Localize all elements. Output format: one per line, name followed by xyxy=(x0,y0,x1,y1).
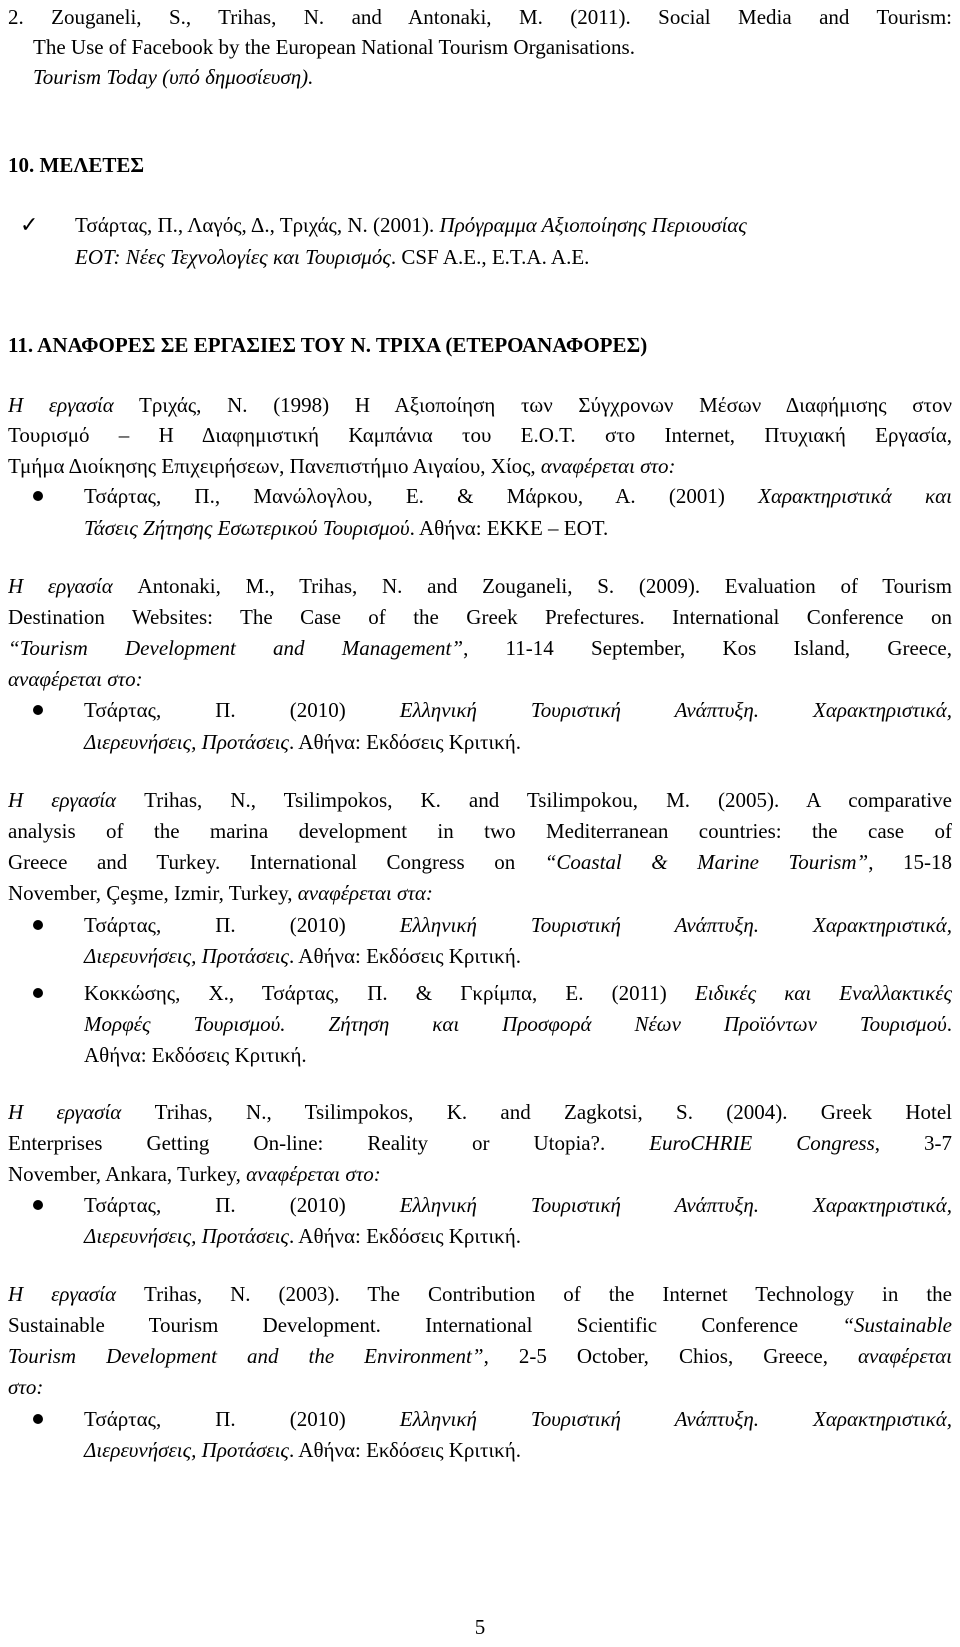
text: Τσάρτας, Π. (2010) xyxy=(84,698,400,722)
tsartas-line1 xyxy=(84,695,952,725)
text: Η εργασία xyxy=(8,1100,122,1124)
text: . xyxy=(946,1012,952,1036)
bullet-icon xyxy=(33,920,43,930)
text: Tourism Today (υπό δημοσίευση). xyxy=(33,65,314,89)
section10-line1 xyxy=(75,210,952,241)
check-icon: ✓ xyxy=(20,213,39,238)
text: , 11-14 September, Kos Island, Greece, xyxy=(463,636,952,660)
text: Διερευνήσεις, Προτάσεις xyxy=(84,944,289,968)
text: . Αθήνα: Εκδόσεις Κριτική. xyxy=(288,944,521,968)
bullet-icon xyxy=(33,1200,43,1210)
e1-bullet-line1 xyxy=(84,481,952,511)
e4-line2 xyxy=(8,1128,952,1158)
text: Διερευνήσεις, Προτάσεις xyxy=(84,1224,289,1248)
e2-line1 xyxy=(8,571,952,601)
text: Ελληνική Τουριστική Ανάπτυξη. Χαρακτηριστικά, xyxy=(399,913,952,937)
e1-bullet-line2 xyxy=(84,513,952,544)
e5-line3 xyxy=(8,1341,952,1371)
text: Τσάρτας, Π. (2010) xyxy=(84,913,400,937)
tsartas-line2 xyxy=(84,1435,952,1466)
text: The Use of Facebook by the European National Tourism Organisations. xyxy=(33,35,635,59)
e4-line3 xyxy=(8,1159,952,1190)
e5-line1 xyxy=(8,1279,952,1309)
e5-line4: στο: xyxy=(8,1375,44,1399)
text: analysis of the marina development in two Mediterranean countries: the case of xyxy=(8,819,952,843)
item2-line2 xyxy=(33,32,952,63)
text: Ελληνική Τουριστική Ανάπτυξη. Χαρακτηριστικά, xyxy=(399,1407,952,1431)
bullet-icon xyxy=(33,1414,43,1424)
text: , 15-18 xyxy=(868,850,952,874)
text: , 3-7 xyxy=(874,1131,952,1155)
text: “Tourism Development and Management” xyxy=(8,636,464,660)
text: Χαρακτηριστικά και xyxy=(758,484,952,508)
text: . Αθήνα: ΕΚΚΕ – ΕΟΤ. xyxy=(409,516,609,540)
text: Τσάρτας, Π., Μανώλογλου, Ε. & Μάρκου, Α. (2001) xyxy=(84,484,759,508)
e3-line1 xyxy=(8,785,952,815)
text: Η εργασία xyxy=(8,1282,117,1306)
kokkosis-line1 xyxy=(84,978,952,1008)
text: 2. Zouganeli, S., Trihas, N. and Antonaki, M. (2011). Social Media and Tourism: xyxy=(8,5,952,29)
text: Trihas, N. (2003). The Contribution of the Internet Technology in the xyxy=(116,1282,952,1306)
text: . Αθήνα: Εκδόσεις Κριτική. xyxy=(288,730,521,754)
e1-line3 xyxy=(8,451,952,482)
e3-line3 xyxy=(8,847,952,877)
e2-line4: αναφέρεται στο: xyxy=(8,667,143,691)
text: Destination Websites: The Case of the Greek Prefectures. International Conference on xyxy=(8,605,952,629)
text: Ειδικές και Εναλλακτικές xyxy=(694,981,952,1005)
text: . Αθήνα: Εκδόσεις Κριτική. xyxy=(288,1224,521,1248)
text: Τσάρτας, Π. (2010) xyxy=(84,1193,400,1217)
text: Τουρισμό – Η Διαφημιστική Καμπάνια του Ε.Ο.Τ. στο Internet, Πτυχιακή Εργασία, xyxy=(8,423,952,447)
text: “Coastal & Marine Tourism” xyxy=(544,850,869,874)
text: Tourism Development and the Environment” xyxy=(8,1344,484,1368)
section11-heading: 11. ΑΝΑΦΟΡΕΣ ΣΕ ΕΡΓΑΣΙΕΣ ΤΟΥ Ν. ΤΡΙΧΑ (ΕΤΕΡΟΑΝΑΦΟΡΕΣ) xyxy=(8,333,648,357)
text: Τάσεις Ζήτησης Εσωτερικού Τουρισμού xyxy=(84,516,410,540)
text: Διερευνήσεις, Προτάσεις xyxy=(84,1438,289,1462)
text: EuroCHRIE Congress xyxy=(649,1131,875,1155)
bullet-icon xyxy=(33,988,43,998)
page-number: 5 xyxy=(474,1615,486,1639)
tsartas-line2 xyxy=(84,1221,952,1252)
text: Τσάρτας, Π., Λαγός, Δ., Τριχάς, Ν. (2001). xyxy=(75,213,440,237)
e5-line2 xyxy=(8,1310,952,1340)
text: αναφέρεται στο: xyxy=(246,1162,381,1186)
tsartas-line2 xyxy=(84,941,952,972)
text: Διερευνήσεις, Προτάσεις xyxy=(84,730,289,754)
e2-line3 xyxy=(8,633,952,663)
text: Η εργασία xyxy=(8,788,117,812)
e1-line1 xyxy=(8,390,952,420)
tsartas-line2 xyxy=(84,727,952,758)
text: Ελληνική Τουριστική Ανάπτυξη. Χαρακτηριστικά, xyxy=(399,698,952,722)
text: Τσάρτας, Π. (2010) xyxy=(84,1407,400,1431)
text: αναφέρεται xyxy=(858,1344,952,1368)
kokkosis-line2 xyxy=(84,1009,952,1039)
text: Μορφές Τουρισμού. Ζήτηση και Προσφορά Νέων Προϊόντων Τουρισμού xyxy=(84,1012,947,1036)
item2-line3 xyxy=(33,62,952,93)
text: November, Çeşme, Izmir, Turkey, xyxy=(8,881,298,905)
text: Trihas, N., Tsilimpokos, K. and Tsilimpokou, M. (2005). A comparative xyxy=(116,788,952,812)
text: Τριχάς, Ν. (1998) Η Αξιοποίηση των Σύγχρονων Μέσων Διαφήμισης στον xyxy=(113,393,952,417)
e4-line1 xyxy=(8,1097,952,1127)
e3-line2 xyxy=(8,816,952,846)
bullet-icon xyxy=(33,491,43,501)
text: αναφέρεται στο: xyxy=(540,454,676,478)
item2-line1 xyxy=(8,2,952,32)
text: . CSF A.E., E.T.A. A.E. xyxy=(390,245,590,269)
text: , 2-5 October, Chios, Greece, xyxy=(483,1344,858,1368)
e1-line2 xyxy=(8,420,952,450)
text: Τμήμα Διοίκησης Επιχειρήσεων, Πανεπιστήμιο Αιγαίου, Χίος, xyxy=(8,454,541,478)
text: Trihas, N., Tsilimpokos, K. and Zagkotsi, S. (2004). Greek Hotel xyxy=(121,1100,952,1124)
text: Πρόγραμμα Αξιοποίησης Περιουσίας xyxy=(439,213,747,237)
text: Greece and Turkey. International Congress on xyxy=(8,850,545,874)
text: Η εργασία xyxy=(8,574,113,598)
text: Enterprises Getting On-line: Reality or Utopia?. xyxy=(8,1131,650,1155)
text: Ελληνική Τουριστική Ανάπτυξη. Χαρακτηριστικά, xyxy=(399,1193,952,1217)
kokkosis-line3: Αθήνα: Εκδόσεις Κριτική. xyxy=(84,1043,307,1067)
text: . Αθήνα: Εκδόσεις Κριτική. xyxy=(288,1438,521,1462)
tsartas-line1 xyxy=(84,910,952,940)
text: ΕΟΤ: Νέες Τεχνολογίες και Τουρισμός xyxy=(75,245,391,269)
tsartas-line1 xyxy=(84,1404,952,1434)
text: Sustainable Tourism Development. International Scientific Conference xyxy=(8,1313,843,1337)
text: αναφέρεται στα: xyxy=(297,881,433,905)
text: “Sustainable xyxy=(842,1313,952,1337)
e3-line4 xyxy=(8,878,952,909)
e2-line2 xyxy=(8,602,952,632)
tsartas-line1 xyxy=(84,1190,952,1220)
text: Κοκκώσης, Χ., Τσάρτας, Π. & Γκρίμπα, Ε. (2011) xyxy=(84,981,695,1005)
text: November, Ankara, Turkey, xyxy=(8,1162,247,1186)
text: Η εργασία xyxy=(8,393,114,417)
bullet-icon xyxy=(33,705,43,715)
section10-heading: 10. ΜΕΛΕΤΕΣ xyxy=(8,153,145,177)
section10-line2 xyxy=(75,242,952,273)
text: Antonaki, M., Trihas, N. and Zouganeli, S. (2009). Evaluation of Tourism xyxy=(112,574,952,598)
